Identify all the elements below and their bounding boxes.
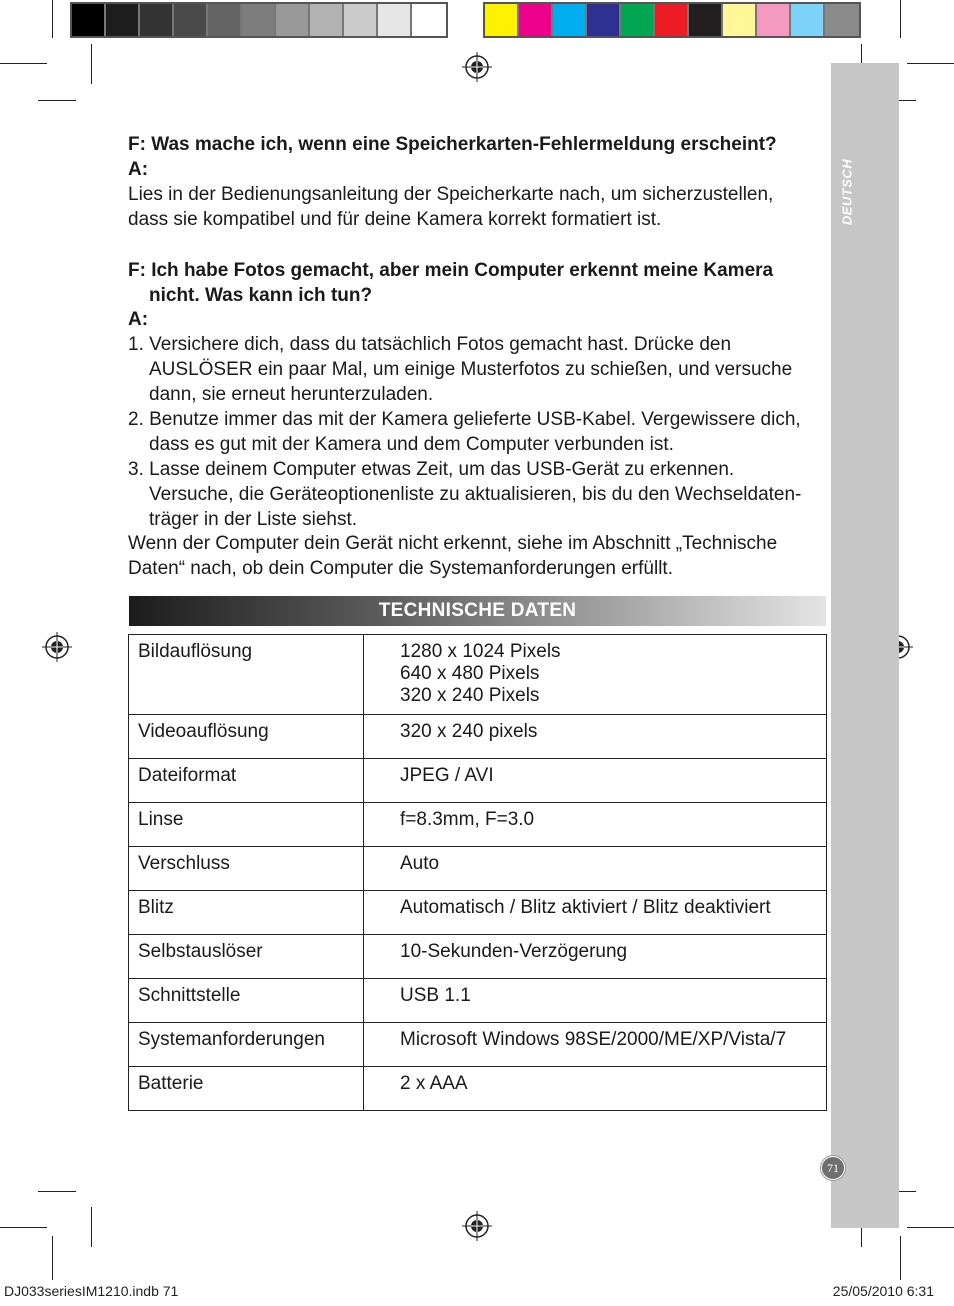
faq-question-2-cont: nicht. Was kann ich tun? [149, 285, 373, 306]
spec-key: Systemanforderungen [129, 1023, 364, 1067]
registration-mark-icon [462, 52, 492, 82]
answer-item-3-cont: träger in der Liste siehst. [149, 509, 358, 530]
answer-item-1: 1. Versichere dich, dass du tatsächlich Fotos gemacht hast. Drücke den [128, 334, 732, 355]
spec-key: Verschluss [129, 847, 364, 891]
registration-mark-icon [462, 1211, 492, 1241]
gray-swatch [106, 4, 140, 36]
spec-value [364, 847, 827, 891]
grayscale-color-bar [70, 2, 448, 38]
color-swatch [757, 4, 791, 36]
spec-value [364, 891, 827, 935]
spec-row [129, 803, 827, 847]
faq-question-2: F: Ich habe Fotos gemacht, aber mein Computer erkennt meine Kamera [128, 260, 774, 281]
crop-mark [900, 0, 901, 38]
spec-row [129, 1023, 827, 1067]
faq-question-1: F: Was mache ich, wenn eine Speicherkarten-Fehlermeldung erscheint? [128, 134, 777, 155]
footer-file-info: DJ033seriesIM1210.indb 71 [4, 1283, 179, 1299]
spec-key: Blitz [129, 891, 364, 935]
spec-value [364, 759, 827, 803]
spec-value [364, 935, 827, 979]
spec-value [364, 1067, 827, 1111]
crop-mark [0, 1227, 47, 1228]
spec-value-line: Auto [400, 853, 440, 874]
answer-item-3: 3. Lasse deinem Computer etwas Zeit, um das USB-Gerät zu erkennen. [128, 459, 735, 480]
spec-value-line: JPEG / AVI [400, 765, 494, 786]
crop-mark [52, 1236, 53, 1280]
language-side-tab [831, 63, 899, 1228]
answer-item-1-cont: AUSLÖSER ein paar Mal, um einige Musterfotos zu schießen, und versuche [149, 359, 793, 380]
crop-mark [907, 63, 954, 64]
crop-mark [52, 0, 53, 38]
gray-swatch [174, 4, 208, 36]
spec-value-line: 1280 x 1024 Pixels [400, 641, 561, 662]
crop-mark [38, 100, 76, 101]
crop-mark [91, 44, 92, 84]
spec-key: Schnittstelle [129, 979, 364, 1023]
spec-value-line: 320 x 240 pixels [400, 721, 538, 742]
spec-value-line: Automatisch / Blitz aktiviert / Blitz deaktiviert [400, 897, 771, 918]
language-label: DEUTSCH [839, 158, 855, 226]
process-color-bar [483, 2, 861, 38]
spec-row [129, 979, 827, 1023]
color-swatch [825, 4, 859, 36]
spec-value [364, 635, 827, 715]
spec-key: Bildauflösung [129, 635, 364, 715]
spec-value-line: USB 1.1 [400, 985, 471, 1006]
spec-value-line: Microsoft Windows 98SE/2000/ME/XP/Vista/7 [400, 1029, 787, 1050]
crop-mark [900, 1236, 901, 1280]
gray-swatch [72, 4, 106, 36]
color-swatch [689, 4, 723, 36]
color-swatch [485, 4, 519, 36]
color-swatch [553, 4, 587, 36]
answer-item-2-cont: dass es gut mit der Kamera und dem Computer verbunden ist. [149, 434, 674, 455]
crop-mark [0, 63, 47, 64]
answer-item-3-cont: Versuche, die Geräteoptionenliste zu aktualisieren, bis du den Wechseldaten- [149, 484, 802, 505]
spec-row [129, 1067, 827, 1111]
spec-value [364, 715, 827, 759]
spec-row [129, 847, 827, 891]
spec-key: Videoauflösung [129, 715, 364, 759]
color-swatch [621, 4, 655, 36]
spec-key: Batterie [129, 1067, 364, 1111]
gray-swatch [378, 4, 412, 36]
spec-value [364, 1023, 827, 1067]
crop-mark [38, 1191, 76, 1192]
answer-item-2: 2. Benutze immer das mit der Kamera gelieferte USB-Kabel. Vergewissere dich, [128, 409, 801, 430]
color-swatch [723, 4, 757, 36]
specs-table [128, 634, 827, 1111]
spec-value-line: 320 x 240 Pixels [400, 685, 540, 706]
spec-row [129, 891, 827, 935]
spec-row [129, 715, 827, 759]
answer-item-1-cont: dann, sie erneut herunterzuladen. [149, 384, 434, 405]
spec-row [129, 759, 827, 803]
gray-swatch [276, 4, 310, 36]
faq-answer-1-line: Lies in der Bedienungsanleitung der Speicherkarte nach, um sicherzustellen, [128, 184, 774, 205]
answer-closing: Wenn der Computer dein Gerät nicht erkennt, siehe im Abschnitt „Technische [128, 533, 778, 554]
spec-value [364, 803, 827, 847]
gray-swatch [412, 4, 446, 36]
spec-key: Selbstauslöser [129, 935, 364, 979]
spec-value-line: 2 x AAA [400, 1073, 468, 1094]
color-swatch [791, 4, 825, 36]
spec-value-line: 640 x 480 Pixels [400, 663, 540, 684]
spec-value-line: f=8.3mm, F=3.0 [400, 809, 535, 830]
answer-closing: Daten“ nach, ob dein Computer die Systemanforderungen erfüllt. [128, 558, 673, 579]
footer-date: 25/05/2010 6:31 [832, 1283, 934, 1299]
spec-row [129, 635, 827, 715]
page-number-badge: 71 [821, 1156, 845, 1180]
registration-mark-icon [42, 632, 72, 662]
faq-answer-label-2: A: [128, 309, 149, 330]
faq-answer-label-1: A: [128, 159, 149, 180]
spec-row [129, 935, 827, 979]
color-swatch [519, 4, 553, 36]
spec-key: Dateiformat [129, 759, 364, 803]
color-swatch [655, 4, 689, 36]
crop-mark [907, 1227, 954, 1228]
crop-mark [91, 1207, 92, 1247]
gray-swatch [208, 4, 242, 36]
color-swatch [587, 4, 621, 36]
section-header-specs: TECHNISCHE DATEN [129, 596, 826, 626]
spec-key: Linse [129, 803, 364, 847]
gray-swatch [140, 4, 174, 36]
gray-swatch [242, 4, 276, 36]
gray-swatch [310, 4, 344, 36]
spec-value [364, 979, 827, 1023]
faq-answer-1-line: dass sie kompatibel und für deine Kamera korrekt formatiert ist. [128, 209, 662, 230]
gray-swatch [344, 4, 378, 36]
spec-value-line: 10-Sekunden-Verzögerung [400, 941, 628, 962]
